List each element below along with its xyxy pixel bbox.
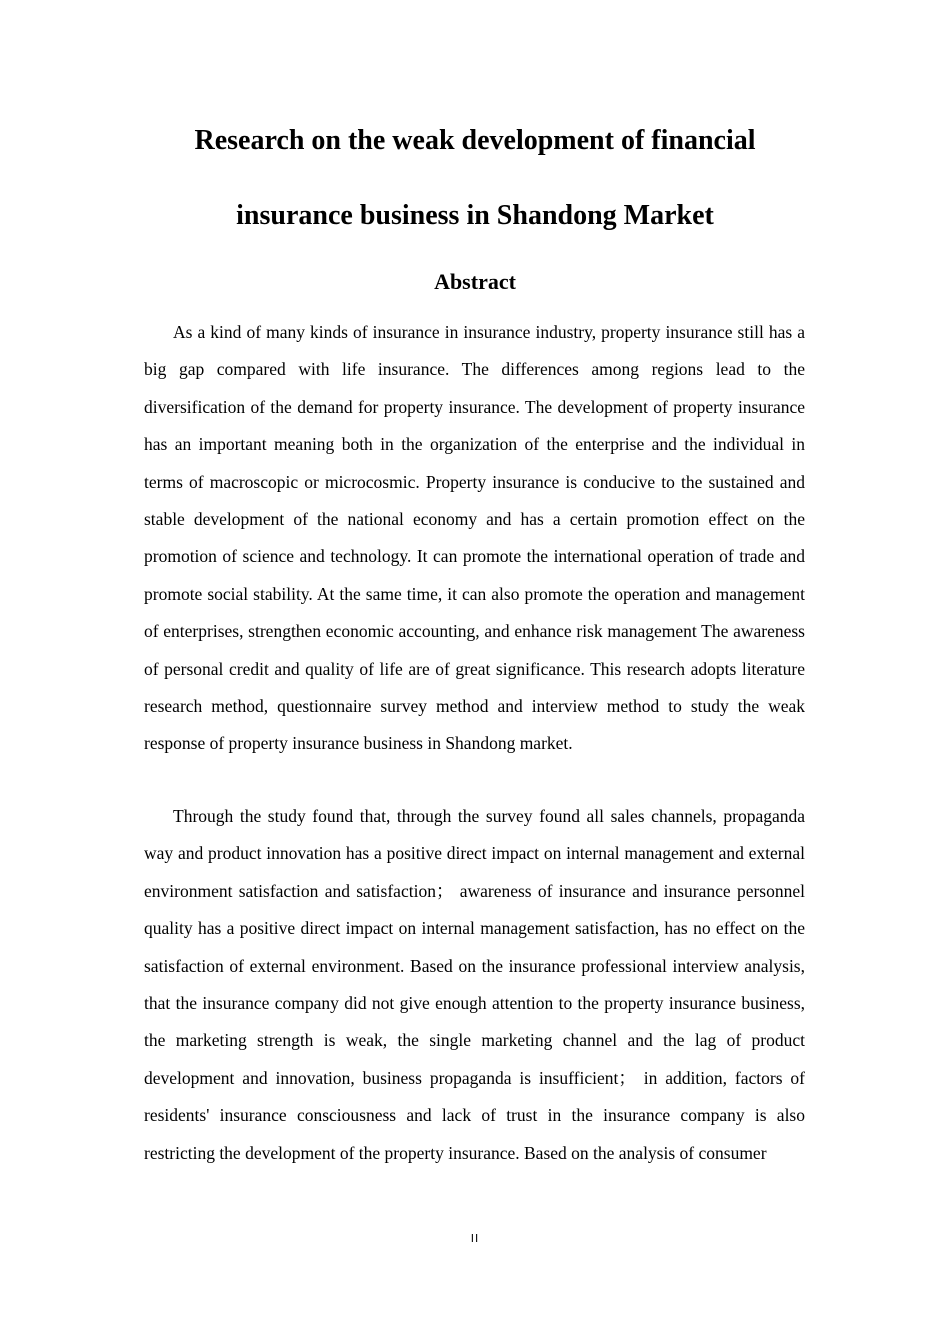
abstract-heading: Abstract <box>434 269 516 294</box>
title-line-1: Research on the weak development of financial <box>194 125 756 156</box>
page-number: II <box>470 1232 480 1245</box>
abstract-paragraph-2: Through the study found that, through the survey found all sales channels, propaganda way and product innovation has a positive direct impact on internal management and external environment satisfaction and satisfaction； awareness of insurance and insurance personnel quality has a positive direct impact on internal management satisfaction, has no effect on the satisfaction of external environment. Based on the insurance professional interview analysis, that the insurance company did not give enough attention to the property insurance business, the marketing strength is weak, the single marketing channel and the lag of product development and innovation, business propaganda is insufficient； in addition, factors of residents' insurance consciousness and lack of trust in the insurance company is also restricting the development of the property insurance. Based on the analysis of consumer <box>144 806 805 1163</box>
abstract-paragraph-1: As a kind of many kinds of insurance in insurance industry, property insurance still has a big gap compared with life insurance. The differences among regions lead to the diversification of the demand for property insurance. The development of property insurance has an important meaning both in the organization of the enterprise and the individual in terms of macroscopic or microcosmic. Property insurance is conducive to the sustained and stable development of the national economy and has a certain promotion effect on the promotion of science and technology. It can promote the international operation of trade and promote social stability. At the same time, it can also promote the operation and management of enterprises, strengthen economic accounting, and enhance risk management The awareness of personal credit and quality of life are of great significance. This research adopts literature research method, questionnaire survey method and interview method to study the weak response of property insurance business in Shandong market. <box>144 322 805 754</box>
title-line-2: insurance business in Shandong Market <box>236 200 714 231</box>
